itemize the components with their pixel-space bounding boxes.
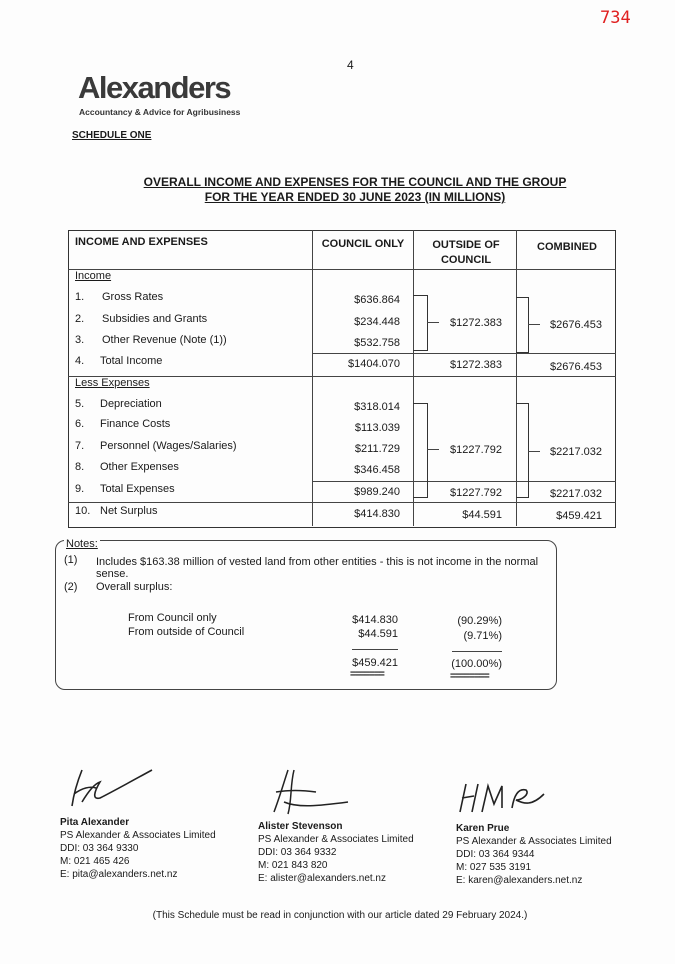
row-divider xyxy=(312,353,616,354)
total-expenses-council: $989.240 xyxy=(354,486,400,498)
bracket-tick xyxy=(427,322,439,323)
row-label: Personnel (Wages/Salaries) xyxy=(100,440,237,452)
row-label: Other Expenses xyxy=(100,461,179,473)
surplus-amount: $414.830 xyxy=(352,614,398,626)
surplus-label: From Council only xyxy=(128,612,217,624)
schedule-label: SCHEDULE ONE xyxy=(72,130,152,141)
bracket-tick xyxy=(427,449,439,450)
income-section-label: Income xyxy=(75,270,112,282)
combined-expense-value: $2217.032 xyxy=(550,446,602,458)
signatory-mobile: M: 021 465 426 xyxy=(60,856,130,867)
council-value: $234.448 xyxy=(354,316,400,328)
notes-heading: Notes: xyxy=(66,538,98,550)
note-text: Overall surplus: xyxy=(96,581,173,593)
page-number: 4 xyxy=(347,58,354,72)
expenses-section-label: Less Expenses xyxy=(75,377,150,389)
signatory-block xyxy=(258,820,414,885)
net-surplus-council: $414.830 xyxy=(354,508,400,520)
signatory-ddi: DDI: 03 364 9330 xyxy=(60,843,139,854)
row-number: 4. xyxy=(75,355,85,367)
surplus-label: From outside of Council xyxy=(128,626,245,638)
signatory-email: E: alister@alexanders.net.nz xyxy=(258,873,386,884)
row-label: Net Surplus xyxy=(100,505,158,517)
page-stamp: 734 xyxy=(600,8,631,28)
signatory-name: Pita Alexander xyxy=(60,817,130,828)
total-expenses-combined: $2217.032 xyxy=(550,488,602,500)
signature-karen xyxy=(452,778,562,818)
signatory-ddi: DDI: 03 364 9344 xyxy=(456,849,535,860)
row-label: Subsidies and Grants xyxy=(102,313,208,325)
outside-income-value: $1272.383 xyxy=(450,317,502,329)
signatory-mobile: M: 021 843 820 xyxy=(258,860,328,871)
signatory-company: PS Alexander & Associates Limited xyxy=(456,836,612,847)
total-expenses-outside: $1227.792 xyxy=(450,487,502,499)
council-value: $113.039 xyxy=(354,422,400,434)
signatory-block xyxy=(456,822,612,887)
signatory-email: E: karen@alexanders.net.nz xyxy=(456,875,583,886)
note-text: Includes $163.38 million of vested land from other entities - this is not income in the normal sense. xyxy=(96,556,539,580)
surplus-total-amount: $459.421 xyxy=(352,657,398,669)
signature-pita xyxy=(60,762,170,814)
row-number: 6. xyxy=(75,418,85,430)
sum-line xyxy=(452,651,502,652)
bracket xyxy=(516,297,529,353)
row-label: Total Expenses xyxy=(100,483,175,495)
council-value: $346.458 xyxy=(354,464,400,476)
row-number: 2. xyxy=(75,313,85,325)
row-number: 5. xyxy=(75,398,85,410)
header-combined: COMBINED xyxy=(537,241,597,253)
row-number: 3. xyxy=(75,334,85,346)
signatory-company: PS Alexander & Associates Limited xyxy=(258,834,414,845)
total-income-combined: $2676.453 xyxy=(550,361,602,373)
total-income-outside: $1272.383 xyxy=(450,359,502,371)
double-rule: ======== xyxy=(450,671,489,682)
council-value: $211.729 xyxy=(354,443,400,455)
bracket-tick xyxy=(528,451,540,452)
signature-alister xyxy=(258,766,368,818)
net-surplus-outside: $44.591 xyxy=(462,509,502,521)
row-number: 8. xyxy=(75,461,85,473)
signatory-ddi: DDI: 03 364 9332 xyxy=(258,847,337,858)
surplus-total-percent: (100.00%) xyxy=(451,658,502,670)
outside-expense-value: $1227.792 xyxy=(450,444,502,456)
row-number: 9. xyxy=(75,483,85,495)
row-number: 7. xyxy=(75,440,85,452)
signatory-company: PS Alexander & Associates Limited xyxy=(60,830,216,841)
header-council: COUNCIL ONLY xyxy=(321,238,405,250)
header-outside: OUTSIDE OF COUNCIL xyxy=(432,239,500,266)
row-label: Finance Costs xyxy=(100,418,171,430)
surplus-percent: (90.29%) xyxy=(457,615,502,627)
signatory-block xyxy=(60,816,216,881)
bracket xyxy=(413,295,428,351)
note-number: (1) xyxy=(64,554,78,566)
sum-line xyxy=(352,649,398,650)
brand-tagline: Accountancy & Advice for Agribusiness xyxy=(79,107,241,117)
report-title-line2: FOR THE YEAR ENDED 30 JUNE 2023 (IN MILLIONS) xyxy=(204,190,506,204)
row-label: Other Revenue (Note (1)) xyxy=(102,334,227,346)
row-number: 1. xyxy=(75,291,85,303)
row-divider xyxy=(312,481,616,482)
row-divider xyxy=(68,376,616,377)
surplus-percent: (9.71%) xyxy=(463,630,502,642)
double-rule: ======= xyxy=(350,669,384,680)
signatory-name: Alister Stevenson xyxy=(258,821,343,832)
surplus-amount: $44.591 xyxy=(358,628,398,640)
signatory-mobile: M: 027 535 3191 xyxy=(456,862,532,873)
council-value: $318.014 xyxy=(354,401,400,413)
note-number: (2) xyxy=(64,581,78,593)
bracket-tick xyxy=(528,324,540,325)
row-divider xyxy=(68,502,616,503)
combined-income-value: $2676.453 xyxy=(550,319,602,331)
signatory-email: E: pita@alexanders.net.nz xyxy=(60,869,178,880)
signatory-name: Karen Prue xyxy=(456,823,510,834)
row-number: 10. xyxy=(75,505,91,517)
row-label: Gross Rates xyxy=(102,291,164,303)
row-label: Depreciation xyxy=(100,398,162,410)
report-title-line1: OVERALL INCOME AND EXPENSES FOR THE COUNCIL AND THE GROUP xyxy=(143,175,567,189)
header-items: INCOME AND EXPENSES xyxy=(75,236,208,248)
total-income-council: $1404.070 xyxy=(348,358,400,370)
council-value: $636.864 xyxy=(354,294,400,306)
row-divider xyxy=(68,269,616,270)
row-label: Total Income xyxy=(100,355,163,367)
council-value: $532.758 xyxy=(354,337,400,349)
net-surplus-combined: $459.421 xyxy=(556,510,602,522)
brand-logo: Alexanders xyxy=(78,70,231,105)
footer-note: (This Schedule must be read in conjunction with our article dated 29 February 2024.) xyxy=(152,910,528,921)
bracket xyxy=(413,403,428,498)
